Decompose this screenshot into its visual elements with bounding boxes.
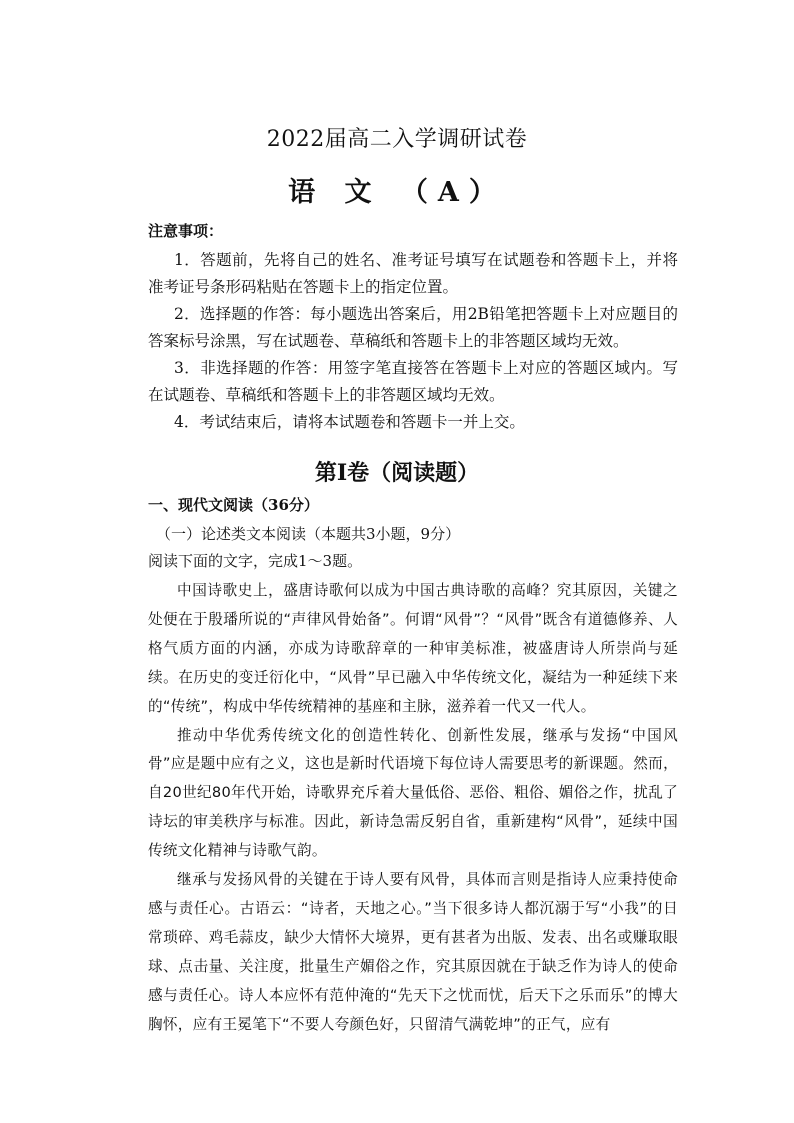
passage-paragraph-2: 推动中华优秀传统文化的创造性转化、创新性发展，继承与发扬“中国风骨”应是题中应有之义，这也是新时代语境下每位诗人需要思考的新课题。然而，自20世纪80年代开始，诗歌界充斥着大量低俗、恶俗、粗俗、媚俗之作，扰乱了诗坛的审美秩序与标准。因此，新诗急需反躬自省，重新建构“风骨”，延续中国传统文化精神与诗歌气韵。 (148, 726, 678, 860)
reading-passage (148, 577, 678, 1040)
exam-title: 2022届高二入学调研试卷 (266, 127, 528, 152)
section-heading: 一、现代文阅读（36分） (148, 496, 319, 514)
subject-title: 语 文 （A） (288, 177, 506, 208)
notice-item-3 (148, 355, 678, 409)
notice-item-2 (148, 301, 678, 355)
instruction-text: 阅读下面的文字，完成1～3题。 (148, 552, 363, 570)
notice-item-1 (148, 247, 678, 301)
passage-paragraph-1: 中国诗歌史上，盛唐诗歌何以成为中国古典诗歌的高峰？究其原因，关键之处便在于殷璠所说的“声律风骨始备”。何谓“风骨”？“风骨”既含有道德修养、人格气质方面的内涵，亦成为诗歌辞章的一种审美标准，被盛唐诗人所崇尚与延续。在历史的变迁衍化中，“风骨”早已融入中华传统文化，凝结为一种延续下来的“传统”，构成中华传统精神的基座和主脉，滋养着一代又一代人。 (148, 582, 678, 715)
notice-heading: 注意事项： (148, 222, 224, 240)
part-title: 第Ⅰ卷（阅读题） (314, 460, 480, 486)
notice-item-text: 2．选择题的作答：每小题选出答案后，用2B铅笔把答题卡上对应题目的答案标号涂黑，写在试题卷、草稿纸和答题卡上的非答题区域均无效。 (148, 305, 678, 350)
notice-item-text: 4．考试结束后，请将本试题卷和答题卡一并上交。 (174, 413, 525, 431)
notice-item-4 (148, 409, 678, 436)
notice-item-text: 1．答题前，先将自己的姓名、准考证号填写在试题卷和答题卡上，并将准考证号条形码粘贴在答题卡上的指定位置。 (148, 251, 678, 296)
sub-heading: （一）论述类文本阅读（本题共3小题，9分） (156, 525, 461, 543)
notice-item-text: 3．非选择题的作答：用签字笔直接答在答题卡上对应的答题区域内。写在试题卷、草稿纸和答题卡上的非答题区域均无效。 (148, 359, 678, 404)
passage-paragraph-3: 继承与发扬风骨的关键在于诗人要有风骨，具体而言则是指诗人应秉持使命感与责任心。古语云：“诗者，天地之心。”当下很多诗人都沉溺于写“小我”的日常琐碎、鸡毛蒜皮，缺少大情怀大境界，更有甚者为出版、发表、出名或赚取眼球、点击量、关注度，批量生产媚俗之作，究其原因就在于缺乏作为诗人的使命感与责任心。诗人本应怀有范仲淹的“先天下之忧而忧，后天下之乐而乐”的博大胸怀，应有王冕笔下“不要人夸颜色好，只留清气满乾坤”的正气，应有 (148, 871, 678, 1033)
